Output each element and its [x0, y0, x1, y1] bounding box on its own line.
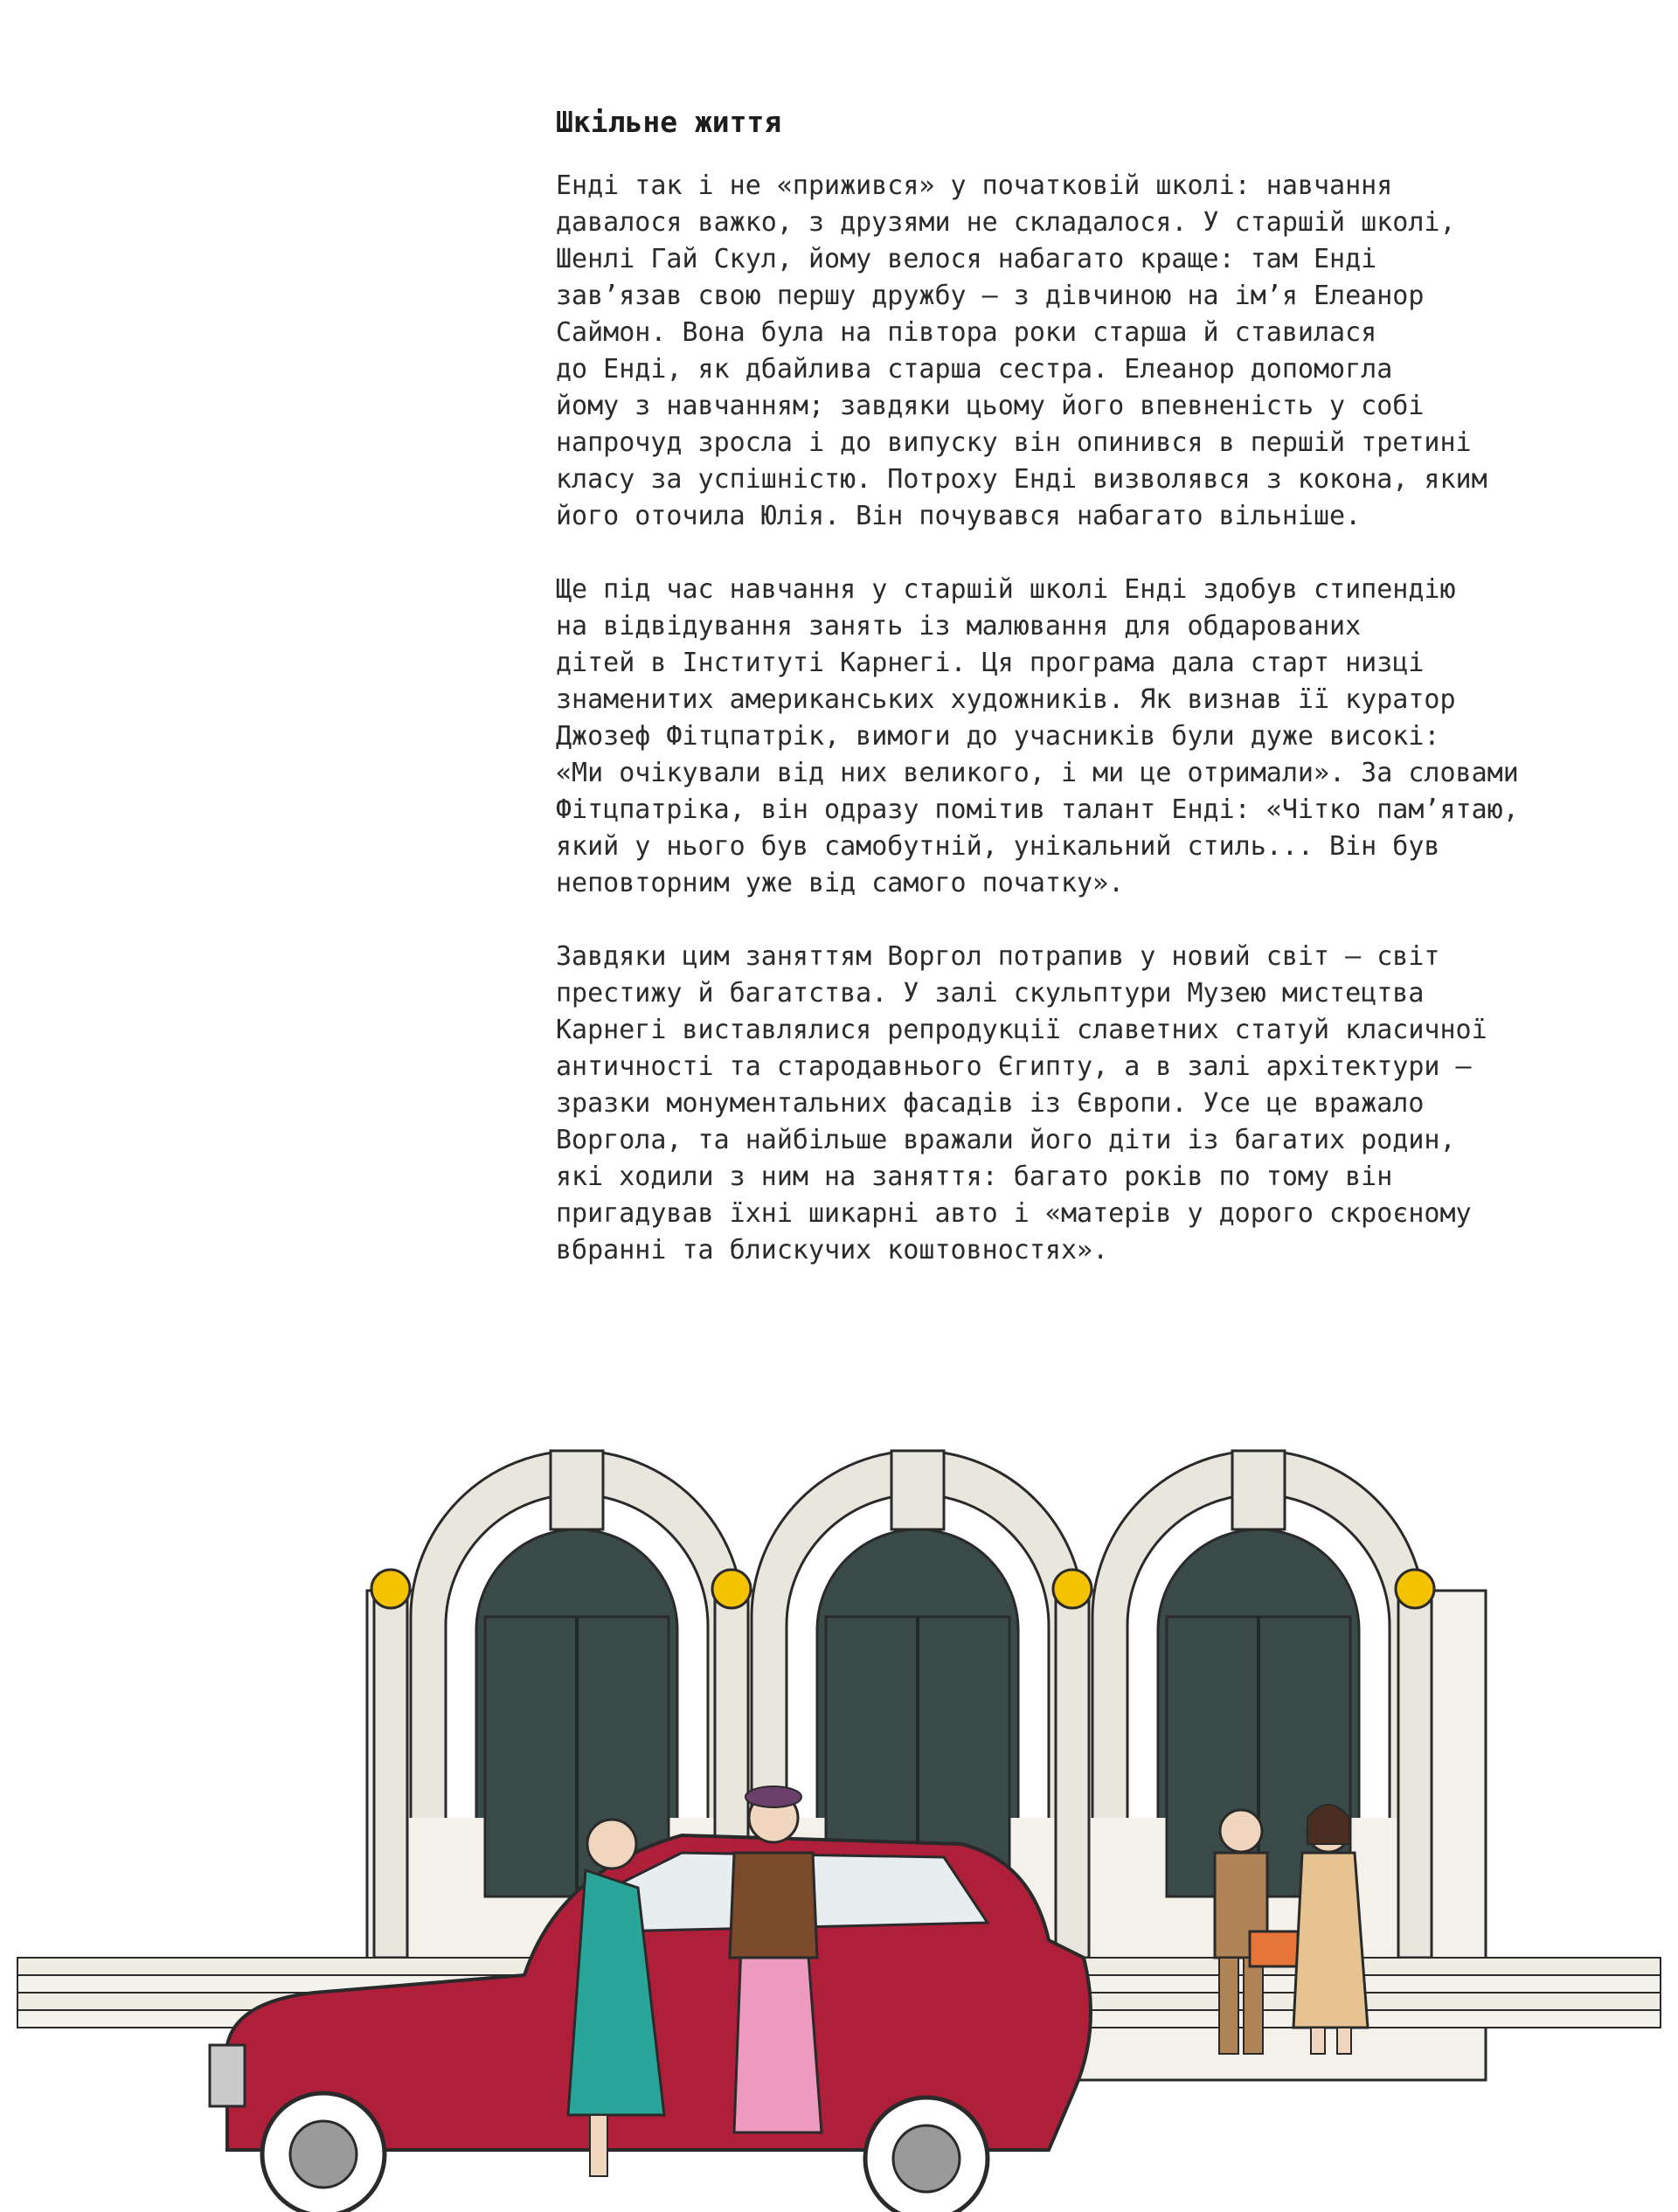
paragraph-3	[556, 939, 1570, 1269]
section-heading: Шкільне життя	[556, 105, 782, 139]
text-line: класу за успішністю. Потроху Енді визволявся з кокона, яким	[556, 464, 1487, 495]
text-line: його оточила Юлія. Він почувався набагато вільніше.	[556, 501, 1362, 531]
text-line: йому з навчанням; завдяки цьому його впевненість у собі	[556, 391, 1425, 421]
text-line: вбранні та блискучих коштовностях».	[556, 1235, 1109, 1265]
text-line: знаменитих американських художників. Як визнав її куратор	[556, 684, 1456, 715]
text-line: на відвідування занять із малювання для обдарованих	[556, 611, 1362, 641]
text-line: «Ми очікували від них великого, і ми це отримали». За словами	[556, 758, 1519, 788]
text-line: неповторним уже від самого початку».	[556, 868, 1125, 898]
paragraph-2	[556, 572, 1570, 902]
text-line: Завдяки цим заняттям Воргол потрапив у новий світ — світ	[556, 941, 1440, 972]
text-line: пригадував їхні шикарні авто і «матерів у дорого скроєному	[556, 1198, 1472, 1229]
text-column	[556, 103, 1570, 1306]
museum-street-illustration	[0, 1328, 1678, 2212]
text-line: Саймон. Вона була на півтора роки старша й ставилася	[556, 317, 1377, 348]
text-line: давалося важко, з друзями не складалося. У старшій школі,	[556, 207, 1456, 238]
text-line: античності та стародавнього Єгипту, а в залі архітектури —	[556, 1051, 1472, 1082]
text-line: до Енді, як дбайлива старша сестра. Елеанор допомогла	[556, 354, 1393, 385]
text-line: зав’язав свою першу дружбу — з дівчиною на ім’я Елеанор	[556, 281, 1425, 311]
text-line: дітей в Інституті Карнегі. Ця програма дала старт низці	[556, 648, 1425, 678]
text-line: Енді так і не «прижився» у початковій школі: навчання	[556, 170, 1393, 201]
text-line: Джозеф Фітцпатрік, вимоги до учасників були дуже високі:	[556, 721, 1440, 752]
paragraph-1	[556, 168, 1570, 535]
text-line: Шенлі Гай Скул, йому велося набагато краще: там Енді	[556, 244, 1377, 274]
text-line: який у нього був самобутній, унікальний стиль... Він був	[556, 831, 1440, 862]
text-line: зразки монументальних фасадів із Європи. Усе це вражало	[556, 1088, 1425, 1119]
text-line: Ще під час навчання у старшій школі Енді здобув стипендію	[556, 574, 1456, 605]
text-line: Фітцпатріка, він одразу помітив талант Енді: «Чітко пам’ятаю,	[556, 794, 1519, 825]
text-line: напрочуд зросла і до випуску він опинився в першій третині	[556, 427, 1472, 458]
text-line: Воргола, та найбільше вражали його діти із багатих родин,	[556, 1125, 1456, 1155]
text-line: престижу й багатства. У залі скульптури Музею мистецтва	[556, 978, 1425, 1009]
text-line: які ходили з ним на заняття: багато років по тому він	[556, 1161, 1393, 1192]
text-line: Карнегі виставлялися репродукції славетних статуй класичної	[556, 1015, 1487, 1045]
